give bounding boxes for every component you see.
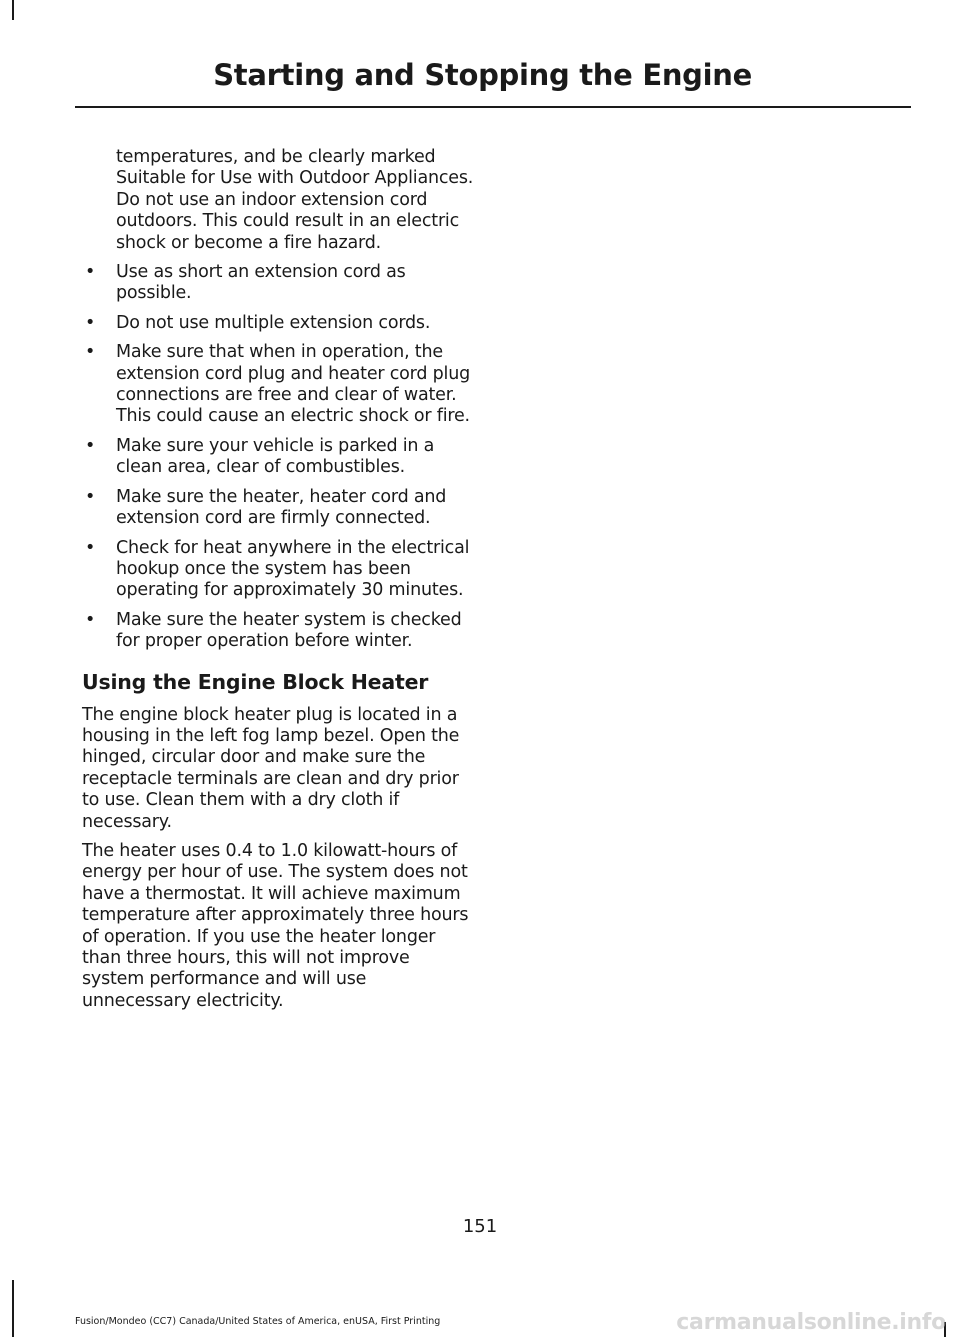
continued-bullet-text: temperatures, and be clearly marked Suitable for Use with Outdoor Appliances. Do not use an indoor extension cord outdoors. This could result in an electric shock or become a fire hazard.: [116, 147, 474, 253]
bullet-icon: •: [85, 537, 96, 558]
crop-mark-top-left-vertical: [12, 0, 14, 20]
bullet-text: Make sure the heater, heater cord and extension cord are firmly connected.: [116, 486, 447, 529]
bullet-item: [82, 262, 476, 305]
footer-edition-text: Fusion/Mondeo (CC7) Canada/United States of America, enUSA, First Printing: [75, 1316, 441, 1327]
bullet-item: [82, 610, 476, 653]
bullet-icon: •: [85, 312, 96, 333]
bullet-text: Check for heat anywhere in the electrical hookup once the system has been operating for approximately 30 minutes.: [116, 537, 470, 601]
bullet-icon: •: [85, 609, 96, 630]
bullet-text: Do not use multiple extension cords.: [116, 312, 431, 333]
bullet-item: [82, 487, 476, 530]
bullet-text: Make sure the heater system is checked for proper operation before winter.: [116, 609, 462, 652]
page-number: 151: [462, 1216, 498, 1237]
bullet-item: [82, 342, 476, 428]
bullet-icon: •: [85, 435, 96, 456]
section-heading: Using the Engine Block Heater: [82, 669, 429, 694]
bullet-item: [82, 436, 476, 479]
bullet-text: Use as short an extension cord as possible.: [116, 262, 406, 304]
page-title: Starting and Stopping the Engine: [213, 58, 752, 92]
bullet-item: [82, 538, 476, 602]
bullet-icon: •: [85, 486, 96, 507]
bullet-icon: •: [85, 342, 96, 363]
bullet-text: Make sure that when in operation, the extension cord plug and heater cord plug connections are free and clear of water. This could cause an electric shock or fire.: [116, 342, 471, 427]
crop-mark-bottom-left-vertical: [12, 1280, 14, 1337]
bullet-list: [82, 262, 476, 653]
bullet-icon: •: [85, 262, 96, 283]
bullet-item: [82, 313, 476, 334]
header-rule: [75, 106, 911, 108]
main-column: [82, 147, 476, 1020]
body-paragraph: The heater uses 0.4 to 1.0 kilowatt-hours of energy per hour of use. The system does not have a thermostat. It will achieve maximum temperature after approximately three hours of operation. If you use the heater longer than three hours, this will not improve system performance and will use unnecessary electricity.: [82, 840, 469, 1011]
watermark-logo: carmanualsonline.info: [676, 1310, 946, 1335]
bullet-text: Make sure your vehicle is parked in a clean area, clear of combustibles.: [116, 435, 435, 478]
body-paragraph: The engine block heater plug is located in a housing in the left fog lamp bezel. Open the hinged, circular door and make sure the receptacle terminals are clean and dry prior to use. Clean them with a dry cloth if necessary.: [82, 704, 460, 832]
